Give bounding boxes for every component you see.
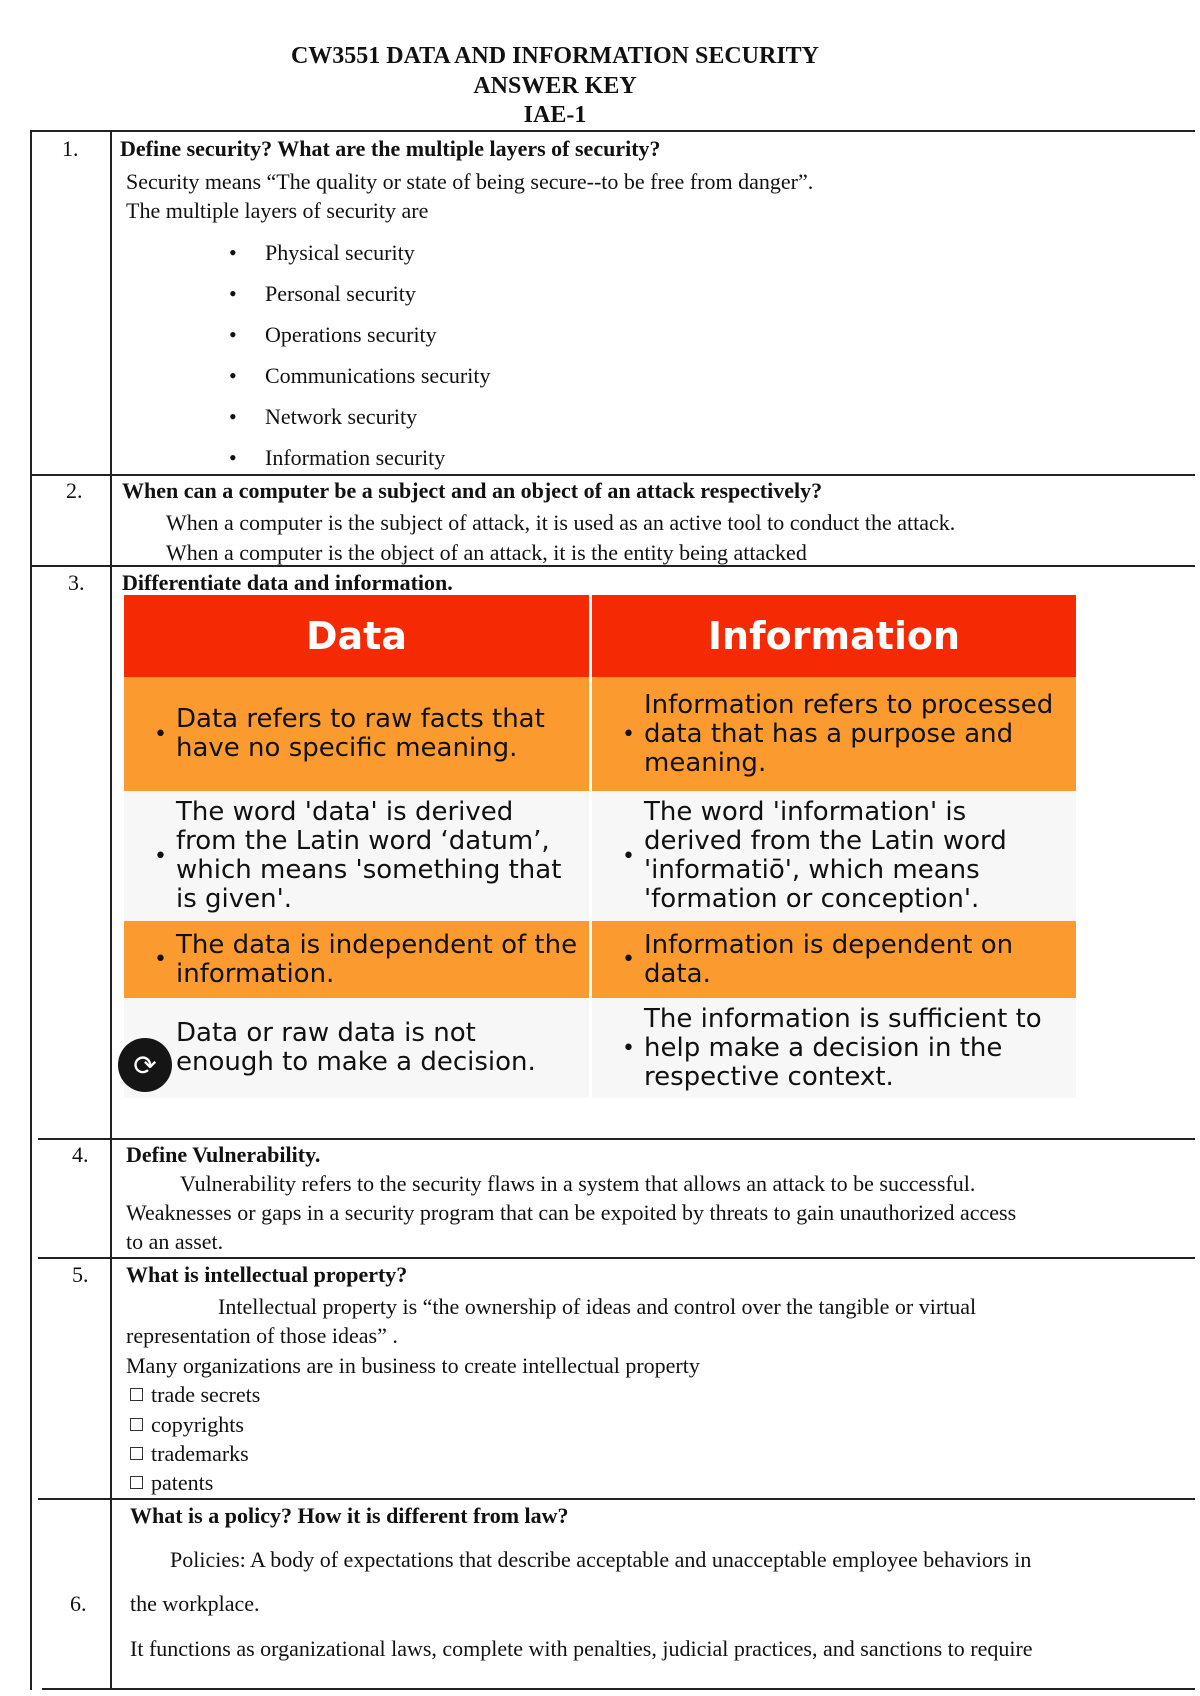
- question-number: 4.: [72, 1142, 89, 1167]
- question-text: Differentiate data and information.: [122, 570, 453, 595]
- lens-search-icon[interactable]: ⟳: [118, 1038, 172, 1092]
- answer-line: When a computer is the object of an attack, it is the entity being attacked: [166, 540, 807, 565]
- grid-line-q4: [38, 1138, 1195, 1140]
- table-row: [124, 791, 1076, 921]
- grid-line-left: [30, 130, 32, 1690]
- table-cell: • The word 'data' is derived from the Latin word ‘datum’, which means 'something that is given'.: [124, 791, 592, 921]
- table-cell: • The information is sufficient to help make a decision in the respective context.: [622, 1003, 1042, 1092]
- question-text: Define security? What are the multiple layers of security?: [120, 136, 661, 161]
- table-cell: • The word 'information' is derived from the Latin word 'informatiō', which means 'formation or conception'.: [622, 797, 1007, 914]
- question-number: 6.: [70, 1591, 87, 1616]
- exam-label: IAE-1: [523, 102, 587, 128]
- answer-line: It functions as organizational laws, complete with penalties, judicial practices, and sanctions to require: [130, 1636, 1033, 1661]
- table-row: [124, 921, 1076, 998]
- table-cell: • Information refers to processed data that has a purpose and meaning.: [622, 689, 1054, 778]
- checkbox-icon: [130, 1476, 143, 1489]
- checkbox-item: patents: [130, 1470, 213, 1496]
- table-row: [124, 677, 1076, 791]
- document-title: CW3551 DATA AND INFORMATION SECURITY: [290, 43, 820, 69]
- question-text: What is a policy? How it is different from law?: [130, 1503, 569, 1528]
- answer-line: Vulnerability refers to the security flaws in a system that allows an attack to be successful.: [180, 1171, 976, 1196]
- answer-line: Security means “The quality or state of being secure--to be free from danger”.: [126, 169, 814, 194]
- question-text: When can a computer be a subject and an object of an attack respectively?: [122, 478, 823, 503]
- table-cell: • The data is independent of the information.: [124, 921, 592, 998]
- list-item: • Operations security: [265, 322, 490, 363]
- checkbox-icon: [130, 1447, 143, 1460]
- list-item: • Personal security: [265, 281, 490, 322]
- table-row: [124, 998, 1076, 1098]
- table-cell: Data or raw data is not enough to make a decision.: [124, 998, 592, 1098]
- answer-line: Many organizations are in business to create intellectual property: [126, 1353, 700, 1378]
- checkbox-item: trade secrets: [130, 1382, 260, 1408]
- question-text: What is intellectual property?: [126, 1262, 408, 1287]
- checkbox-item: copyrights: [130, 1412, 244, 1438]
- answer-line: When a computer is the subject of attack, it is used as an active tool to conduct the attack.: [166, 510, 956, 535]
- answer-line: Intellectual property is “the ownership of ideas and control over the tangible or virtual: [218, 1294, 977, 1319]
- list-item: • Information security: [265, 445, 490, 486]
- grid-line-q5: [38, 1257, 1195, 1259]
- grid-line-q2: [30, 474, 1195, 476]
- data-vs-information-table: [124, 595, 1076, 1098]
- checkbox-icon: [130, 1418, 143, 1431]
- list-item: • Physical security: [265, 240, 490, 281]
- header-data: Data: [124, 595, 592, 677]
- table-cell: • Data refers to raw facts that have no specific meaning.: [124, 677, 592, 791]
- question-number: 3.: [68, 570, 85, 595]
- answer-line: representation of those ideas” .: [126, 1323, 398, 1348]
- checkbox-item: trademarks: [130, 1441, 249, 1467]
- question-text: Define Vulnerability.: [126, 1142, 321, 1167]
- header-information: Information: [707, 613, 961, 658]
- grid-line-top: [30, 130, 1195, 132]
- answer-line: the workplace.: [130, 1591, 260, 1616]
- security-layers-list: [265, 240, 490, 486]
- grid-line-bottom: [42, 1688, 1195, 1690]
- question-number: 5.: [72, 1262, 89, 1287]
- question-number: 2.: [66, 478, 83, 503]
- answer-line: The multiple layers of security are: [126, 198, 429, 223]
- checkbox-icon: [130, 1388, 143, 1401]
- document-subtitle: ANSWER KEY: [473, 73, 637, 99]
- answer-line: to an asset.: [126, 1229, 224, 1254]
- list-item: • Communications security: [265, 363, 490, 404]
- answer-line: Policies: A body of expectations that describe acceptable and unacceptable employee behaviors in: [170, 1547, 1032, 1572]
- list-item: • Network security: [265, 404, 490, 445]
- question-number: 1.: [62, 136, 79, 161]
- table-cell: • Information is dependent on data.: [622, 929, 1014, 989]
- table-header-row: [124, 595, 1076, 677]
- grid-line-divider: [110, 130, 112, 1690]
- answer-line: Weaknesses or gaps in a security program that can be expoited by threats to gain unauthorized access: [126, 1200, 1017, 1225]
- grid-line-q6: [38, 1498, 1195, 1500]
